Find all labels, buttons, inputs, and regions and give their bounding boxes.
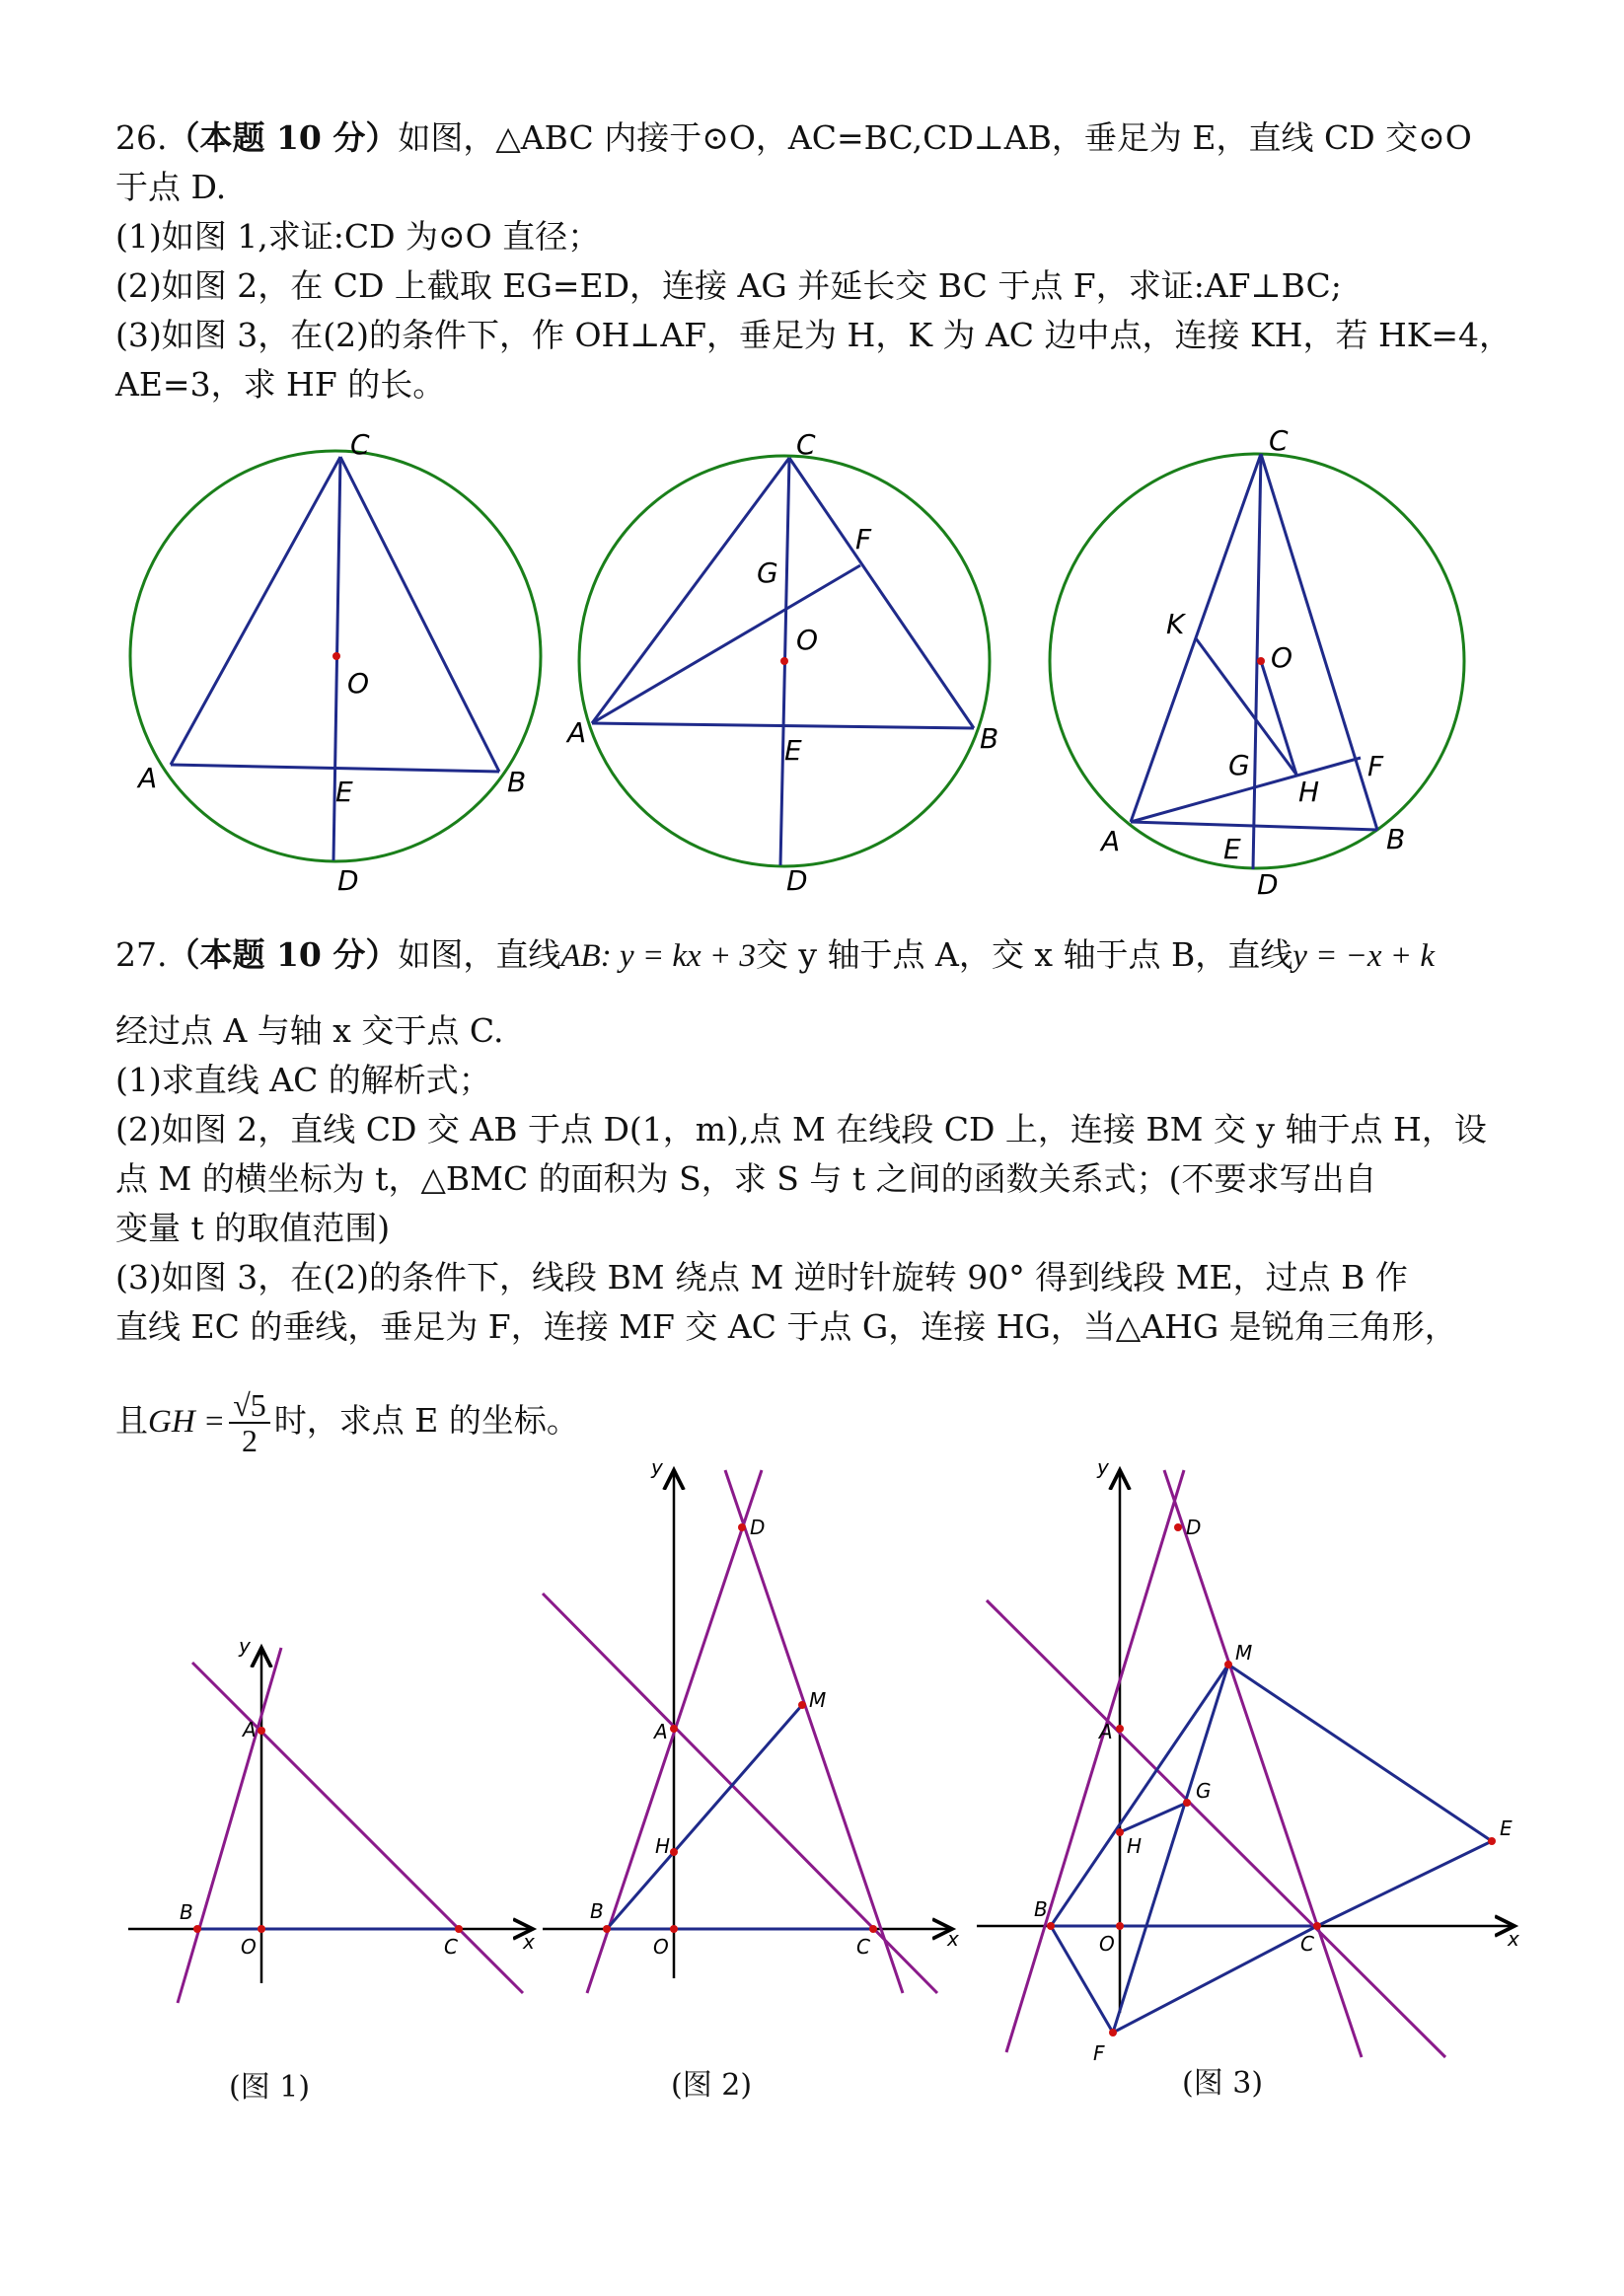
label-O: O (1099, 1932, 1115, 1956)
label-B: B (1386, 823, 1406, 855)
q27-line2: 经过点 A 与轴 x 交于点 C. (115, 1011, 504, 1050)
point-B (603, 1925, 611, 1933)
segment-CA (171, 457, 340, 765)
q27-line1 (115, 935, 1435, 976)
label-F: F (855, 523, 872, 555)
point-O (1116, 1922, 1124, 1930)
label-B: B (180, 1900, 193, 1924)
q27-part2-c: 变量 t 的取值范围) (115, 1209, 391, 1247)
label-H: H (1298, 776, 1320, 808)
q26-stem-a: 如图，△ABC 内接于⊙O，AC=BC,CD⊥AB，垂足为 E，直线 CD 交⊙O (398, 118, 1472, 157)
q27-fraction (229, 1388, 270, 1457)
label-G: G (1196, 1779, 1212, 1803)
point-C (455, 1925, 463, 1933)
label-D: D (1257, 868, 1279, 901)
line-AC (543, 1593, 937, 1993)
label-A: A (243, 1718, 257, 1741)
segment-EC (1317, 1841, 1492, 1926)
segment-CB (789, 458, 974, 728)
label-G: G (757, 556, 778, 589)
q26-line1 (115, 118, 1472, 158)
point-C (1313, 1922, 1321, 1930)
q27-figure-3 (967, 1441, 1519, 2065)
segment-ME (1228, 1665, 1492, 1841)
label-D: D (1186, 1516, 1202, 1539)
label-M: M (809, 1688, 827, 1712)
label-D: D (750, 1516, 766, 1539)
q27-part3-b: 直线 EC 的垂线，垂足为 F，连接 MF 交 AC 于点 G，连接 HG，当△AHG 是锐角三角形， (115, 1307, 1457, 1346)
label-D: D (337, 864, 359, 897)
q26-part3-b: AE=3，求 HF 的长。 (115, 365, 446, 404)
point-C (869, 1925, 877, 1933)
label-C: C (1300, 1932, 1314, 1956)
point-E (1488, 1837, 1496, 1845)
q27-number: 27. (115, 935, 168, 974)
q26-figure-3 (1046, 424, 1480, 908)
label-A: A (1099, 1720, 1113, 1743)
q27-part2-a: (2)如图 2，直线 CD 交 AB 于点 D(1，m),点 M 在线段 CD 上，连接 BM 交 y 轴于点 H，设 (115, 1110, 1487, 1148)
point-F (1109, 2029, 1117, 2037)
q27-score: （本题 10 分） (167, 935, 399, 974)
label-y: y (1097, 1455, 1109, 1479)
point-D (1174, 1523, 1182, 1531)
label-O: O (796, 624, 819, 656)
point-B (193, 1925, 201, 1933)
q27-part3-c-pre: 且 (115, 1401, 148, 1440)
q27-part3-c-post: 时，求点 E 的坐标。 (273, 1401, 579, 1440)
q27-gh: GH = (148, 1404, 226, 1440)
label-O: O (1271, 641, 1293, 674)
label-E: E (1223, 833, 1241, 865)
label-G: G (1228, 749, 1250, 781)
q26-line2: 于点 D. (115, 168, 227, 206)
point-B (1047, 1922, 1055, 1930)
q27-stem-mid: 交 y 轴于点 A，交 x 轴于点 B，直线 (755, 935, 1293, 974)
q27-part1: (1)求直线 AC 的解析式； (115, 1061, 491, 1099)
line-AC (987, 1600, 1445, 2057)
q26-figure-2 (567, 428, 1021, 898)
fraction-denominator: 2 (241, 1423, 258, 1458)
q27-part3-c (115, 1381, 579, 1461)
label-O: O (653, 1935, 669, 1959)
label-E: E (335, 776, 353, 808)
q26-score: （本题 10 分） (167, 118, 399, 157)
segment-CF (1113, 1926, 1317, 2033)
line-CD (1164, 1470, 1362, 2057)
label-H: H (1127, 1834, 1143, 1858)
label-O: O (347, 667, 370, 700)
point-D (738, 1523, 746, 1531)
q27-ab-equation: : y = kx + 3 (600, 938, 756, 974)
point-H (670, 1848, 678, 1856)
caption-figure-3: (图 3) (1182, 2066, 1264, 2101)
q27-figure-1 (118, 1618, 553, 2003)
q26-part3-a: (3)如图 3，在(2)的条件下，作 OH⊥AF，垂足为 H，K 为 AC 边中点，连接 KH，若 HK=4， (115, 316, 1513, 354)
point-M (1224, 1661, 1232, 1668)
label-F: F (1093, 2041, 1105, 2065)
point-O (258, 1925, 265, 1933)
label-C: C (856, 1935, 870, 1959)
q27-ab-name: AB (560, 938, 601, 974)
label-O: O (241, 1935, 257, 1959)
point-G (1183, 1799, 1191, 1807)
q27-part3-a: (3)如图 3，在(2)的条件下，线段 BM 绕点 M 逆时针旋转 90° 得到线段 ME，过点 B 作 (115, 1258, 1408, 1296)
segment-CA (592, 458, 789, 723)
caption-figure-2: (图 2) (671, 2068, 753, 2103)
label-C: C (1269, 424, 1289, 457)
label-B: B (980, 722, 999, 755)
label-y: y (239, 1634, 251, 1658)
label-C: C (350, 428, 370, 461)
label-K: K (1166, 608, 1185, 640)
label-E: E (784, 734, 802, 767)
point-O (670, 1925, 678, 1933)
label-A: A (567, 716, 587, 749)
point-O (332, 652, 340, 660)
label-A: A (1101, 825, 1121, 857)
fraction-numerator: √5 (229, 1388, 270, 1424)
label-x: x (523, 1930, 535, 1954)
label-H: H (655, 1834, 671, 1858)
segment-OH (1261, 661, 1296, 775)
label-B: B (1034, 1897, 1048, 1921)
label-A: A (654, 1720, 668, 1743)
q27-stem-pre: 如图，直线 (398, 935, 561, 974)
point-O (780, 657, 788, 665)
label-B: B (507, 766, 527, 798)
point-O (1257, 657, 1265, 665)
point-M (798, 1701, 806, 1709)
label-M: M (1235, 1641, 1253, 1665)
point-H (1116, 1828, 1124, 1836)
line-AB (1006, 1470, 1184, 2052)
q26-part1: (1)如图 1,求证:CD 为⊙O 直径； (115, 217, 601, 256)
q26-part2: (2)如图 2，在 CD 上截取 EG=ED，连接 AG 并延长交 BC 于点 F，求证:AF⊥BC; (115, 266, 1342, 305)
label-D: D (786, 864, 808, 897)
q27-part2-b: 点 M 的横坐标为 t，△BMC 的面积为 S，求 S 与 t 之间的函数关系式；(不要求写出自 (115, 1159, 1377, 1198)
label-A: A (138, 762, 158, 794)
point-A (670, 1725, 678, 1733)
label-C: C (796, 428, 816, 461)
label-B: B (590, 1899, 604, 1923)
segment-BM (607, 1705, 802, 1929)
q26-number: 26. (115, 118, 168, 157)
point-A (1116, 1725, 1124, 1733)
caption-figure-1: (图 1) (229, 2070, 311, 2105)
label-F: F (1367, 750, 1384, 782)
label-C: C (444, 1935, 458, 1959)
q27-ac-equation: y = −x + k (1292, 938, 1435, 974)
label-x: x (1508, 1927, 1519, 1951)
label-y: y (651, 1455, 663, 1479)
point-A (258, 1727, 265, 1735)
segment-AF (592, 565, 860, 723)
line-CD (725, 1470, 903, 1993)
label-E: E (1500, 1816, 1513, 1840)
q27-figure-2 (533, 1441, 967, 2023)
label-x: x (947, 1927, 959, 1951)
q26-figure-1 (128, 428, 553, 898)
